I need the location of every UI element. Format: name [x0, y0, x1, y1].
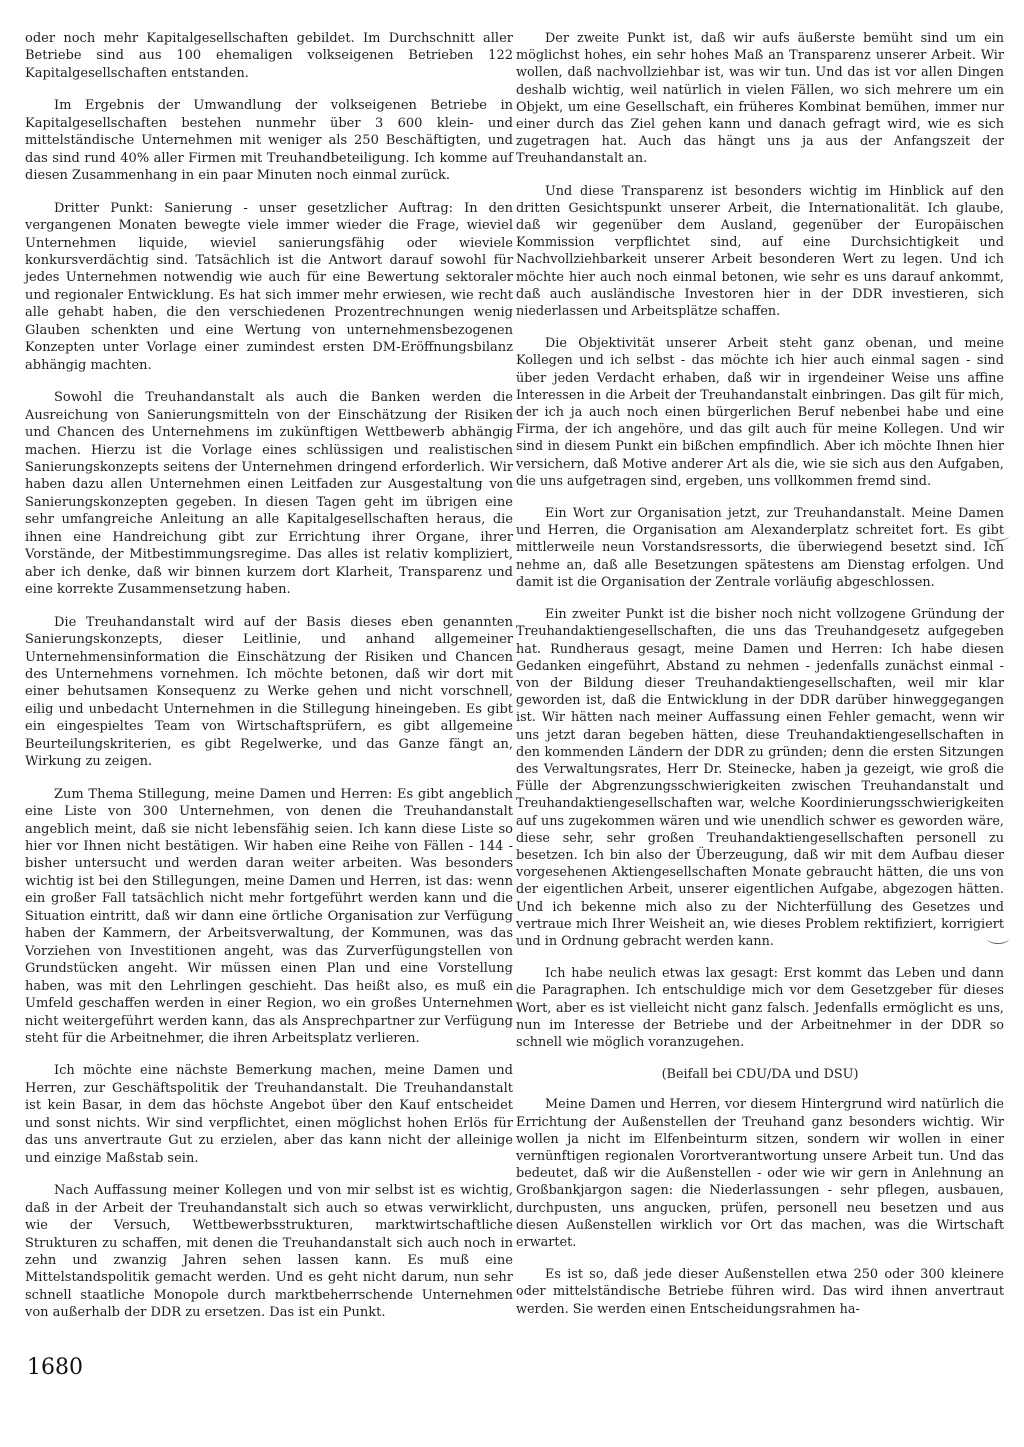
paragraph: Es ist so, daß jede dieser Außenstellen etwa 250 oder 300 kleinere oder mittelständische Betriebe führen wird. Das wird ihnen anvertraut werden. Sie werden einen Entscheidungsrahmen ha-	[516, 1267, 1004, 1317]
paragraph: Ich möchte eine nächste Bemerkung machen, meine Damen und Herren, zur Geschäftspolitik der Treuhandanstalt. Die Treuhandanstalt ist kein Basar, in dem das höchste Angebot über den Kauf entscheidet und sonst nichts. Wir sind verpflichtet, einen möglichst hohen Erlös für das uns anvertraute Gut zu erzielen, aber das kann nicht der alleinige und einzige Maßstab sein.	[25, 1063, 513, 1166]
paragraph: Meine Damen und Herren, vor diesem Hintergrund wird natürlich die Errichtung der Außenstellen der Treuhand ganz besonders wichtig. Wir wollen ja nicht im Elfenbeinturm sitzen, sondern wir wollen in einer vernünftigen regionalen Vorortverantwortung unsere Arbeit tun. Und das bedeutet, daß wir die Außenstellen - oder wie wir gern in Anlehnung an Großbankjargon sagen: die Niederlassungen - sehr pflegen, ausbauen, durchpusten, uns angucken, prüfen, personell neu besetzen und aus diesen Außenstellen wirklich vor Ort das machen, was die Wirtschaft erwartet.	[516, 1097, 1004, 1250]
paragraph: Und diese Transparenz ist besonders wichtig im Hinblick auf den dritten Gesichtspunkt unserer Arbeit, die Internationalität. Ich glaube, daß wir gegenüber dem Ausland, gegenüber der Europäischen Kommission verpflichtet sind, auf eine Durchsichtigkeit und Nachvollziehbarkeit unserer Arbeit besonderen Wert zu legen. Und ich möchte hier auch noch einmal betonen, wie sehr es uns darauf ankommt, daß auch ausländische Investoren hier in der DDR investieren, sich niederlassen und Arbeitsplätze schaffen.	[516, 183, 1004, 320]
paragraph: Die Treuhandanstalt wird auf der Basis dieses eben genannten Sanierungskonzepts, dieser Leitlinie, und anhand allgemeiner Unternehmensinformation die Einschätzung der Risiken und Chancen des Unternehmens vornehmen. Ich möchte betonen, daß wir dort mit einer behutsamen Konsequenz zu Werke gehen und nicht vorschnell, eilig und unbedacht Unternehmen in die Stillegung hineingeben. Es gibt ein eingespieltes Team von Wirtschaftsprüfern, es gibt allgemeine Beurteilungskriterien, es gibt Regelwerke, und das Ganze fängt an, Wirkung zu zeigen.	[25, 614, 513, 770]
paragraph: Die Objektivität unserer Arbeit steht ganz obenan, und meine Kollegen und ich selbst - das möchte ich hier auch einmal sagen - sind über jeden Verdacht erhaben, daß wir in irgendeiner Weise uns affine Interessen in die Arbeit der Treuhandanstalt einbringen. Das gilt für mich, der ich ja auch noch einen bürgerlichen Beruf nebenbei habe und eine Firma, der ich angehöre, und das gilt auch für meine Kollegen. Und wir sind in diesem Punkt ein bißchen empfindlich. Aber ich möchte Ihnen hier versichern, daß Motive anderer Art als die, wie sie sich aus den Aufgaben, die uns aufgetragen sind, ergeben, uns vollkommen fremd sind.	[516, 336, 1004, 489]
paragraph: Nach Auffassung meiner Kollegen und von mir selbst ist es wichtig, daß in der Arbeit der Treuhandanstalt sich auch so etwas verwirklicht, wie der Versuch, Wettbewerbsstrukturen, marktwirtschaftliche Strukturen zu schaffen, mit denen die Treuhandanstalt sich auch noch in zehn und zwanzig Jahren sehen lassen kann. Es muß eine Mittelstandspolitik gemacht werden. Und es geht nicht darum, nun sehr schnell staatliche Monopole durch marktbeherrschende Unternehmen von außerhalb der DDR zu ersetzen. Das ist ein Punkt.	[25, 1183, 513, 1321]
paragraph: Sowohl die Treuhandanstalt als auch die Banken werden die Ausreichung von Sanierungsmitteln von der Einschätzung der Risiken und Chancen des Unternehmens im zukünftigen Wettbewerb abhängig machen. Hierzu ist die Vorlage eines schlüssigen und realistischen Sanierungskonzepts seitens der Unternehmen dringend erforderlich. Wir haben dazu allen Unternehmen einen Leitfaden zur Ausgestaltung von Sanierungskonzepten gegeben. In diesen Tagen geht im übrigen eine sehr umfangreiche Anleitung an alle Kapitalgesellschaften heraus, die ihnen eine Handreichung gibt zur Errichtung ihrer Organe, ihrer Vorstände, der Mitbestimmungsregime. Das alles ist relativ kompliziert, aber ich denke, daß wir binnen kurzem dort Klarheit, Transparenz und eine korrekte Zusammensetzung haben.	[25, 390, 513, 598]
paragraph: oder noch mehr Kapitalgesellschaften gebildet. Im Durchschnitt aller Betriebe sind aus 100 ehemaligen volkseigenen Betrieben 122 Kapitalgesellschaften entstanden.	[25, 31, 513, 81]
paragraph: Der zweite Punkt ist, daß wir aufs äußerste bemüht sind um ein möglichst hohes, ein sehr hohes Maß an Transparenz unserer Arbeit. Wir wollen, daß nachvollziehbar ist, was wir tun. Und das ist vor allen Dingen deshalb wichtig, weil natürlich in vielen Fällen, wo sich mehrere um ein Objekt, um eine Gesellschaft, ein früheres Kombinat bemühen, immer nur einer durch das Ziel gehen kann und danach gefragt wird, wie es sich zugetragen hat. Auch das hängt uns ja aus der Anfangszeit der Treuhandanstalt an.	[516, 31, 1004, 167]
paragraph: Im Ergebnis der Umwandlung der volkseigenen Betriebe in Kapitalgesellschaften bestehen nunmehr über 3 600 klein- und mittelständische Unternehmen mit weniger als 250 Beschäftigten, und das sind rund 40% aller Firmen mit Treuhandbeteiligung. Ich komme auf diesen Zusammenhang in ein paar Minuten noch einmal zurück.	[25, 98, 513, 184]
paragraph: Ich habe neulich etwas lax gesagt: Erst kommt das Leben und dann die Paragraphen. Ich entschuldige mich vor dem Gesetzgeber für dieses Wort, aber es ist vielleicht nicht ganz falsch. Jedenfalls ermöglicht es uns, nun im Interesse der Betriebe und der Arbeitnehmer in der DDR so schnell wie möglich voranzugehen.	[516, 966, 1004, 1050]
margin-mark	[987, 933, 1009, 944]
paragraph: Ein zweiter Punkt ist die bisher noch nicht vollzogene Gründung der Treuhandaktiengesellschaften, die uns das Treuhandgesetz aufgegeben hat. Rundheraus gesagt, meine Damen und Herren: Ich habe diesen Gedanken eingeführt, Abstand zu nehmen - jedenfalls zunächst einmal - von der Bildung dieser Treuhandaktiengesellschaften, weil mir klar geworden ist, daß die Entwicklung in der DDR darüber hinweggegangen ist. Wir hätten nach meiner Auffassung einen Fehler gemacht, wenn wir uns jetzt daran begeben hätten, diese Treuhandaktiengesellschaften in den kommenden Ländern der DDR zu gründen; denn die ersten Sitzungen des Verwaltungsrates, Herr Dr. Steinecke, haben ja gezeigt, wie groß die Fülle der Abgrenzungsschwierigkeiten zwischen Treuhandanstalt und Treuhandaktiengesellschaften war, welche Koordinierungsschwierigkeiten auf uns zugekommen wären und wie unendlich schwer es geworden wäre, diese sehr, sehr großen Treuhandaktiengesellschaften personell zu besetzen. Ich bin also der Überzeugung, daß wir mit dem Aufbau dieser vorgesehenen Aktiengesellschaften Monate gebraucht hätten, die uns von der eigentlichen Arbeit, unserer eigentlichen Aufgabe, abgezogen hätten. Und ich bekenne mich also zu der Nichterfüllung des Gesetzes und vertraue mich Ihrer Weisheit an, wie dieses Problem rektifiziert, korrigiert und in Ordnung gebracht werden kann.	[516, 607, 1004, 949]
paragraph: Zum Thema Stillegung, meine Damen und Herren: Es gibt angeblich eine Liste von 300 Unternehmen, von denen die Treuhandanstalt angeblich meint, daß sie nicht lebensfähig seien. Ich kann diese Liste so hier vor Ihnen nicht bestätigen. Wir haben eine Reihe von Fällen - 144 - bisher untersucht und werden daran weiter arbeiten. Was besonders wichtig ist bei den Stillegungen, meine Damen und Herren, ist das: wenn ein großer Fall tatsächlich nicht mehr fortgeführt werden kann und die Situation eintritt, daß wir dann eine örtliche Organisation zur Verfügung haben der Kammern, der Arbeitsverwaltung, der Kommunen, was das Vorziehen von Investitionen angeht, was das Zurverfügungstellen von Grundstücken angeht. Wir müssen einen Plan und eine Vorstellung haben, was mit den Lehrlingen geschieht. Das heißt also, es muß ein Umfeld geschaffen werden in einer Region, wo ein großes Unternehmen nicht weitergeführt werden kann, das als Ansprechpartner zur Verfügung steht für die Arbeitnehmer, die ihren Arbeitsplatz verlieren.	[25, 786, 513, 1047]
left-column	[25, 30, 513, 1337]
paragraph: Ein Wort zur Organisation jetzt, zur Treuhandanstalt. Meine Damen und Herren, die Organisation am Alexanderplatz schreitet fort. Es gibt mittlerweile neun Vorstandsressorts, die überwiegend besetzt sind. Ich nehme an, daß alle Besetzungen spätestens am Dienstag erfolgen. Und damit ist die Organisation der Zentrale vorläufig abgeschlossen.	[516, 506, 1004, 590]
margin-mark	[987, 530, 1009, 541]
applause-note: (Beifall bei CDU/DA und DSU)	[661, 1067, 859, 1083]
page-number: 1680	[27, 1355, 83, 1380]
paragraph: Dritter Punkt: Sanierung - unser gesetzlicher Auftrag: In den vergangenen Monaten bewegte viele immer wieder die Frage, wieviel Unternehmen liquide, wieviel sanierungsfähig oder wieviele konkursverdächtig sind. Tatsächlich ist die Antwort darauf sowohl für jedes Unternehmen notwendig wie auch für eine Bewertung sektoraler und regionaler Entwicklung. Es hat sich immer mehr erwiesen, wie recht alle gehabt haben, die den verschiedenen Prozentrechnungen wenig Glauben schenkten und eine Wertung von unternehmensbezogenen Konzepten unter Vorlage einer zumindest ersten DM-Eröffnungsbilanz abhängig machten.	[25, 200, 513, 373]
right-column	[516, 30, 1004, 1333]
